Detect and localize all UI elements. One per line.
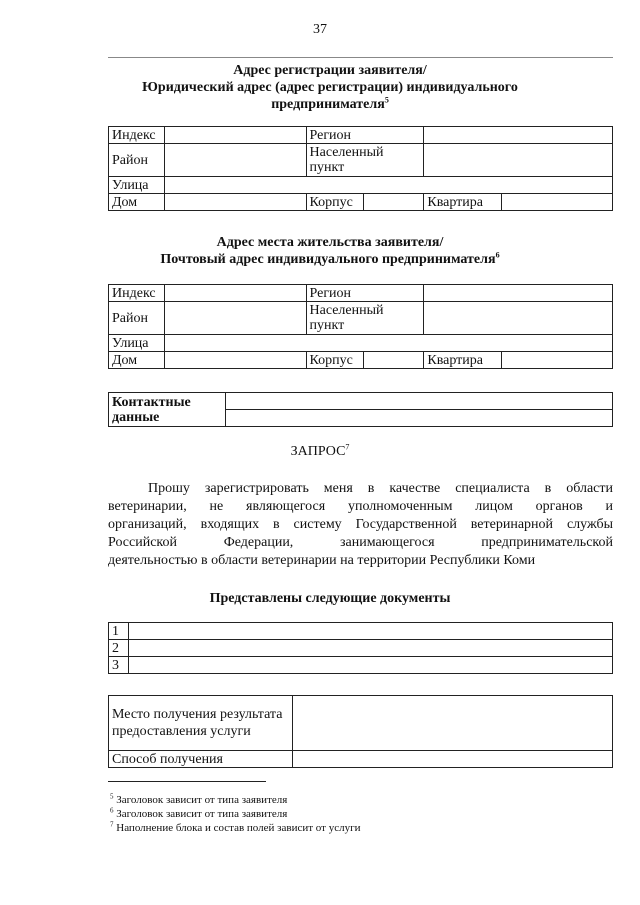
building-field[interactable] <box>364 194 424 211</box>
building-label: Корпус <box>306 352 364 369</box>
registration-heading <box>90 62 570 113</box>
document-number: 1 <box>109 623 129 640</box>
district-label: Район <box>109 302 165 335</box>
result-table <box>108 695 613 768</box>
footnote-ref-6: 6 <box>495 250 500 260</box>
building-field[interactable] <box>364 352 424 369</box>
result-place-field[interactable] <box>293 696 613 751</box>
apartment-label: Квартира <box>424 352 502 369</box>
footnote-number: 5 <box>110 792 114 801</box>
street-label: Улица <box>109 335 165 352</box>
residence-heading-line2: Почтовый адрес индивидуального предпринимателя <box>160 252 496 267</box>
region-field[interactable] <box>424 127 613 144</box>
registration-address-table <box>108 126 613 211</box>
contacts-field-1[interactable] <box>226 393 613 410</box>
document-number: 2 <box>109 640 129 657</box>
request-paragraph <box>108 480 613 570</box>
footnote-6 <box>110 808 287 821</box>
locality-field[interactable] <box>424 302 613 335</box>
region-field[interactable] <box>424 285 613 302</box>
index-label: Индекс <box>109 127 165 144</box>
index-label: Индекс <box>109 285 165 302</box>
street-field[interactable] <box>164 177 612 194</box>
residence-heading-line1: Адрес места жительства заявителя/ <box>216 235 444 250</box>
apartment-label: Квартира <box>424 194 502 211</box>
header-rule <box>108 57 613 58</box>
page-number: 37 <box>313 22 327 37</box>
table-row <box>109 640 613 657</box>
contacts-field-2[interactable] <box>226 410 613 427</box>
footnote-separator <box>108 781 266 782</box>
document-field[interactable] <box>129 640 613 657</box>
house-label: Дом <box>109 194 165 211</box>
footnote-text: Заголовок зависит от типа заявителя <box>116 808 288 820</box>
apartment-field[interactable] <box>502 194 613 211</box>
contacts-table <box>108 392 613 427</box>
locality-label: Населенный пункт <box>306 302 424 335</box>
building-label: Корпус <box>306 194 364 211</box>
result-place-label: Место получения результата предоставления услуги <box>109 696 293 751</box>
result-method-label: Способ получения <box>109 751 293 768</box>
region-label: Регион <box>306 285 424 302</box>
district-field[interactable] <box>164 144 306 177</box>
request-line: организаций, входящих в систему Государственной ветеринарной службы <box>108 517 613 532</box>
documents-table <box>108 622 613 674</box>
house-field[interactable] <box>164 352 306 369</box>
footnote-text: Наполнение блока и состав полей зависит от услуги <box>116 822 361 834</box>
request-line: Прошу зарегистрировать меня в качестве специалиста в области <box>148 481 613 496</box>
residence-heading <box>90 234 570 268</box>
house-label: Дом <box>109 352 165 369</box>
registration-heading-line3: предпринимателя <box>271 97 385 112</box>
street-label: Улица <box>109 177 165 194</box>
footnote-7 <box>110 822 360 835</box>
street-field[interactable] <box>164 335 612 352</box>
index-field[interactable] <box>164 285 306 302</box>
table-row <box>109 657 613 674</box>
district-label: Район <box>109 144 165 177</box>
request-line: Российской Федерации, занимающегося предпринимательской <box>108 535 613 550</box>
registration-heading-line1: Адрес регистрации заявителя/ <box>233 63 427 78</box>
request-line: ветеринарии, не являющегося уполномоченным лицом органов и <box>108 499 613 514</box>
table-row <box>109 623 613 640</box>
locality-label: Населенный пункт <box>306 144 424 177</box>
document-field[interactable] <box>129 623 613 640</box>
house-field[interactable] <box>164 194 306 211</box>
apartment-field[interactable] <box>502 352 613 369</box>
footnote-ref-7: 7 <box>345 442 350 452</box>
footnote-text: Заголовок зависит от типа заявителя <box>116 794 288 806</box>
district-field[interactable] <box>164 302 306 335</box>
footnote-5 <box>110 794 287 807</box>
registration-heading-line2: Юридический адрес (адрес регистрации) индивидуального <box>142 80 518 95</box>
documents-heading: Представлены следующие документы <box>209 591 451 606</box>
locality-field[interactable] <box>424 144 613 177</box>
residence-address-table <box>108 284 613 369</box>
request-title <box>0 444 640 460</box>
contacts-label: Контактные данные <box>109 393 226 427</box>
footnote-number: 6 <box>110 806 114 815</box>
document-number: 3 <box>109 657 129 674</box>
document-field[interactable] <box>129 657 613 674</box>
footnote-number: 7 <box>110 820 114 829</box>
result-method-field[interactable] <box>293 751 613 768</box>
index-field[interactable] <box>164 127 306 144</box>
request-line: деятельностью в области ветеринарии на территории Республики Коми <box>108 553 536 568</box>
footnote-ref-5: 5 <box>384 95 389 105</box>
region-label: Регион <box>306 127 424 144</box>
request-title-text: ЗАПРОС <box>290 444 346 459</box>
